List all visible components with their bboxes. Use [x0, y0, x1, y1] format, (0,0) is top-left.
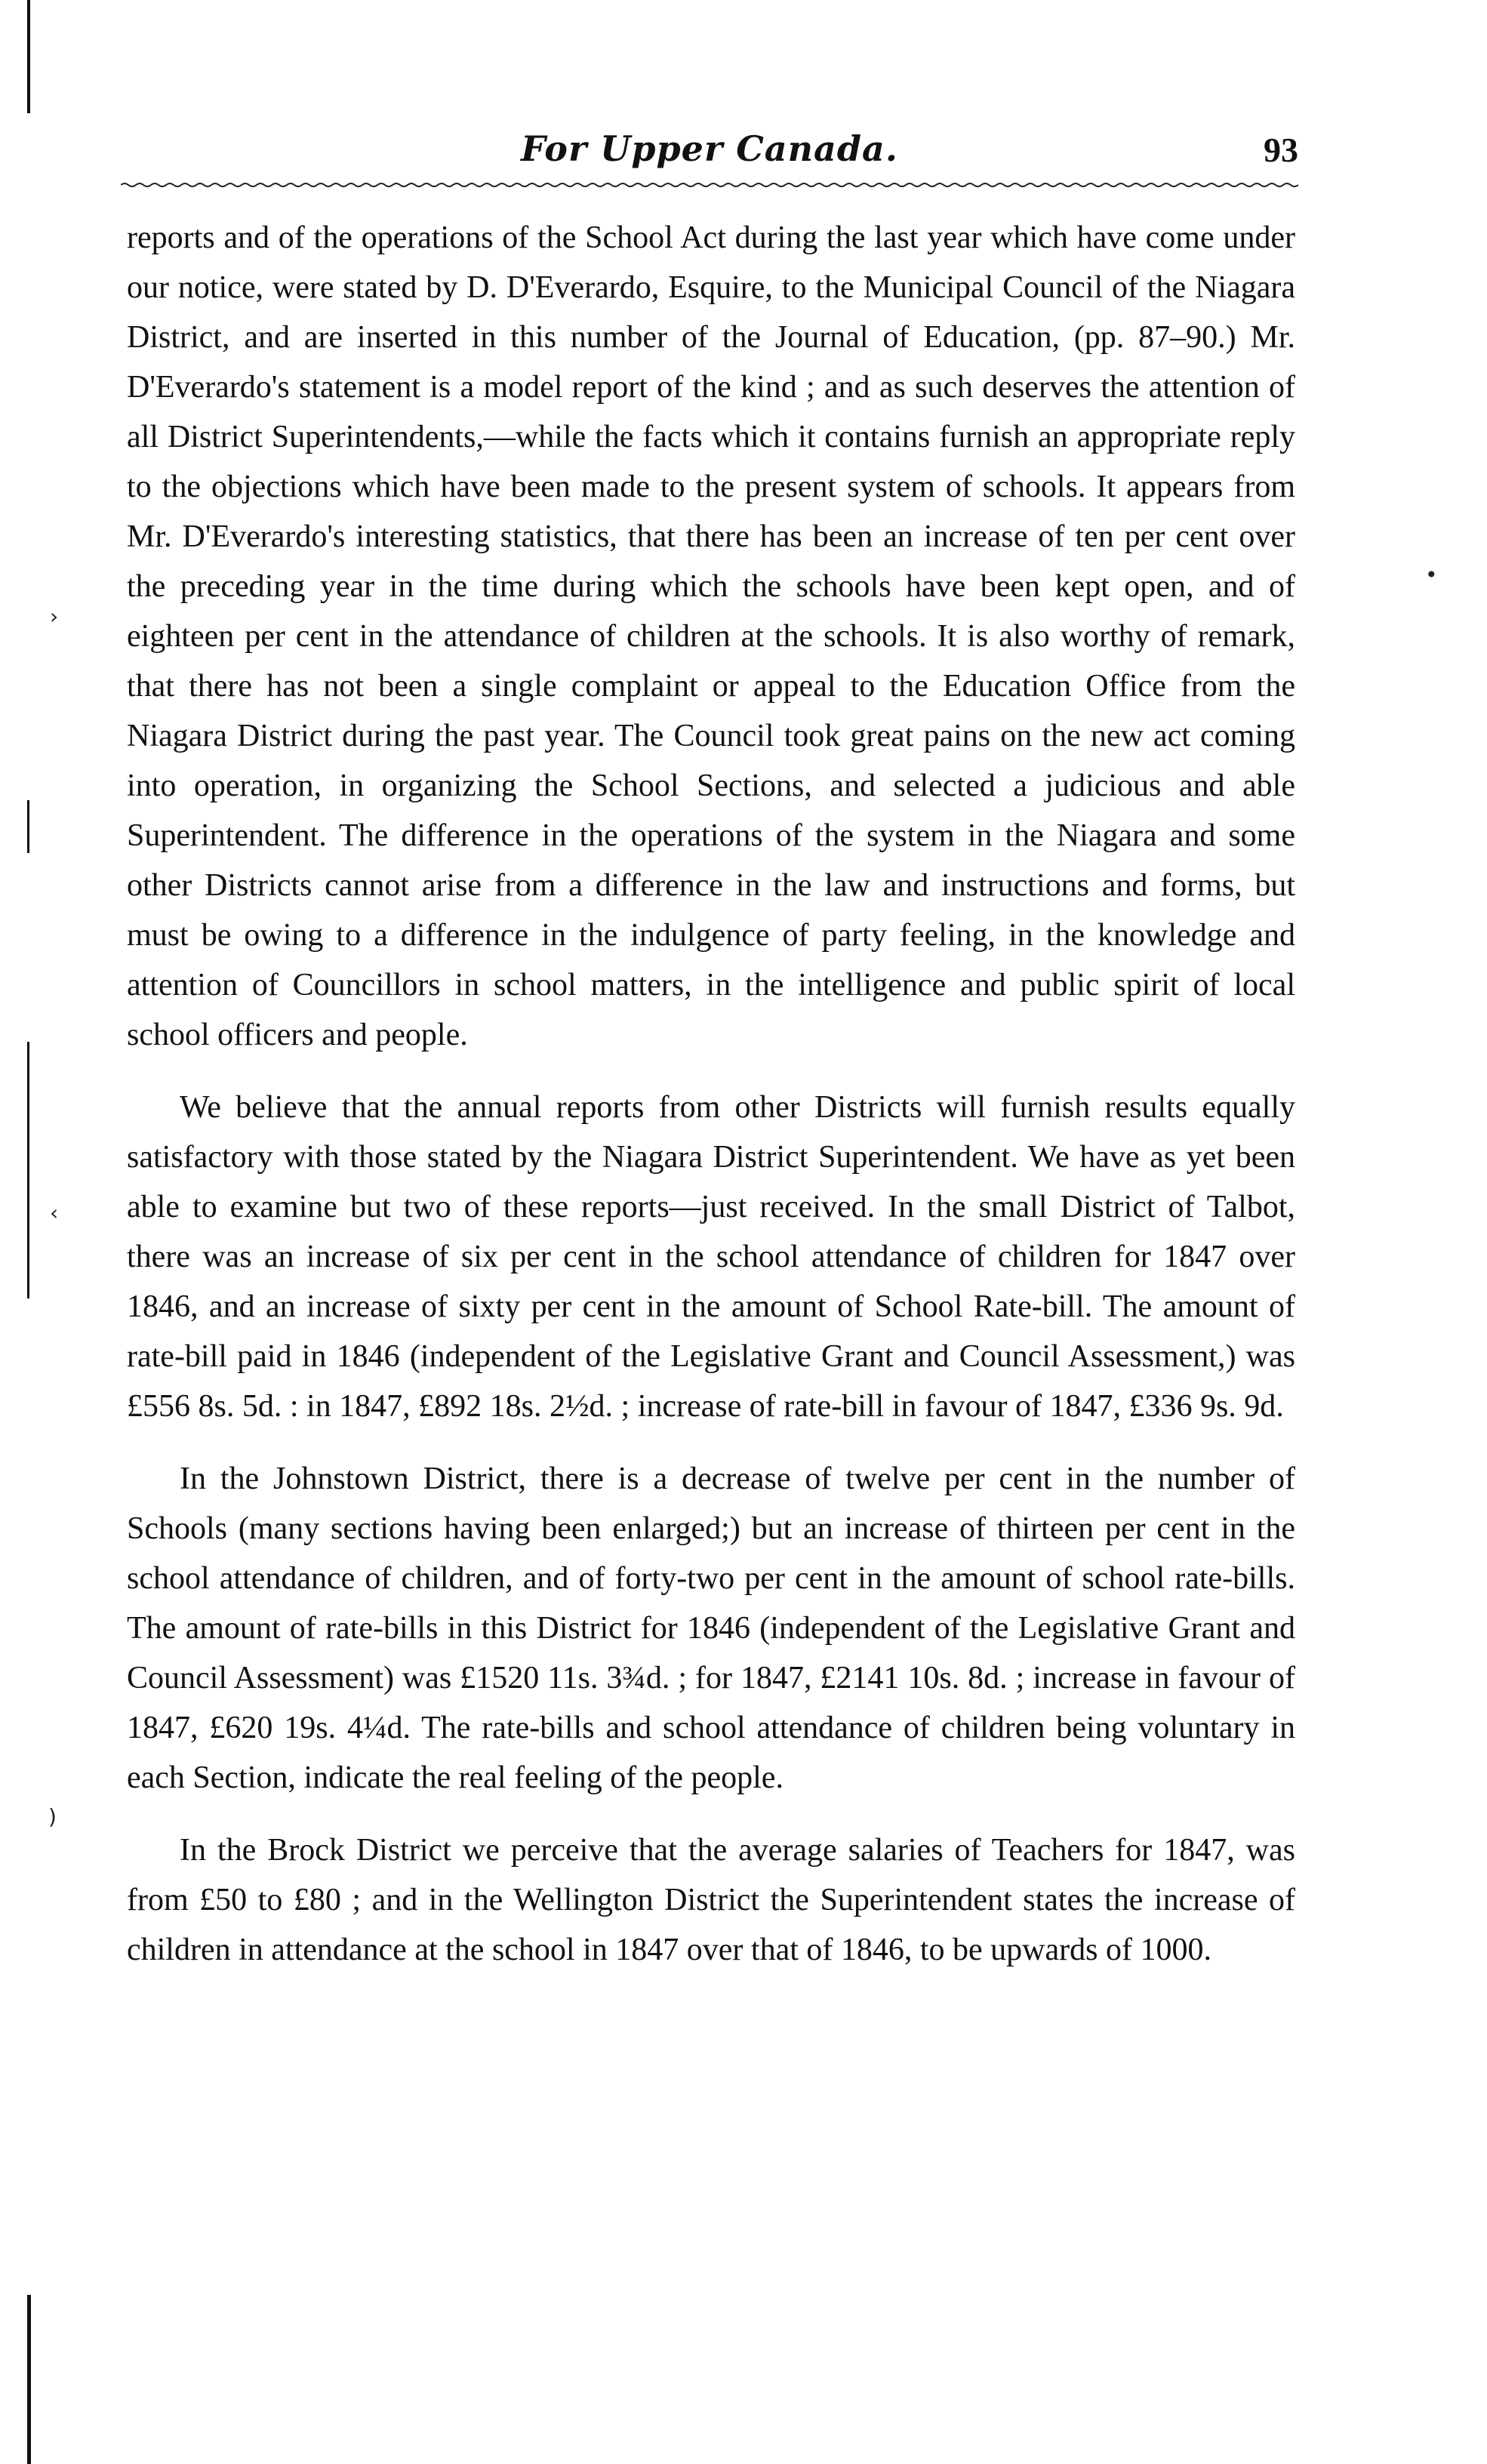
scan-speck: ‹ [50, 1200, 59, 1225]
scan-speck: › [50, 604, 59, 629]
paragraph-niagara-report: reports and of the operations of the School Act during the last year which have come under our notice, were stated by D. D'Everardo, Esquire, to the Municipal Council of the Niagara District, and are inserted in this number of the Journal of Education, (pp. 87–90.) Mr. D'Everardo's statement is a model report of the kind ; and as such deserves the attention of all District Superintendents,—while the facts which it contains furnish an appropriate reply to the objections which have been made to the present system of schools. It appears from Mr. D'Everardo's interesting statistics, that there has been an increase of ten per cent over the preceding year in the time during which the schools have been kept open, and of eighteen per cent in the attendance of children at the schools. It is also worthy of remark, that there has not been a single complaint or appeal to the Education Office from the Niagara District during the past year. The Council took great pains on the new act coming into operation, in organizing the School Sections, and selected a judicious and able Superintendent. The difference in the operations of the system in the Niagara and some other Districts cannot arise from a difference in the law and instructions and forms, but must be owing to a difference in the indulgence of party feeling, in the knowledge and attention of Councillors in school matters, in the intelligence and public spirit of local school officers and people. [127, 220, 1295, 1052]
header-rule [121, 181, 1298, 189]
paragraph-talbot-district: We believe that the annual reports from other Districts will furnish results equally satisfactory with those stated by the Niagara District Superintendent. We have as yet been able to examine but two of these reports—just received. In the small District of Talbot, there was an increase of six per cent in the school attendance of children for 1847 over 1846, and an increase of sixty per cent in the amount of School Rate-bill. The amount of rate-bill paid in 1846 (independent of the Legislative Grant and Council Assessment,) was £556 8s. 5d. : in 1847, £892 18s. 2½d. ; increase of rate-bill in favour of 1847, £336 9s. 9d. [127, 1090, 1295, 1424]
body-text [127, 213, 1295, 1997]
scan-edge-mark [27, 1042, 29, 1298]
scan-edge-mark [27, 2295, 31, 2464]
page-number: 93 [1264, 131, 1298, 169]
scan-speck: ) [48, 1804, 57, 1829]
scan-edge-mark [27, 800, 29, 853]
scan-speck: • [1425, 562, 1438, 587]
page-header [121, 128, 1298, 181]
running-title: For Upper Canada. [521, 128, 898, 169]
scan-edge-mark [27, 0, 30, 113]
paragraph-johnstown-district: In the Johnstown District, there is a decrease of twelve per cent in the number of Schools (many sections having been enlarged;) but an increase of thirteen per cent in the school attendance of children, and of forty-two per cent in the amount of school rate-bills. The amount of rate-bills in this District for 1846 (independent of the Legislative Grant and Council Assessment) was £1520 11s. 3¾d. ; for 1847, £2141 10s. 8d. ; increase in favour of 1847, £620 19s. 4¼d. The rate-bills and school attendance of children being voluntary in each Section, indicate the real feeling of the people. [127, 1461, 1295, 1795]
paragraph-brock-wellington: In the Brock District we perceive that the average salaries of Teachers for 1847, was from £50 to £80 ; and in the Wellington District the Superintendent states the increase of children in attendance at the school in 1847 over that of 1846, to be upwards of 1000. [127, 1833, 1295, 1967]
